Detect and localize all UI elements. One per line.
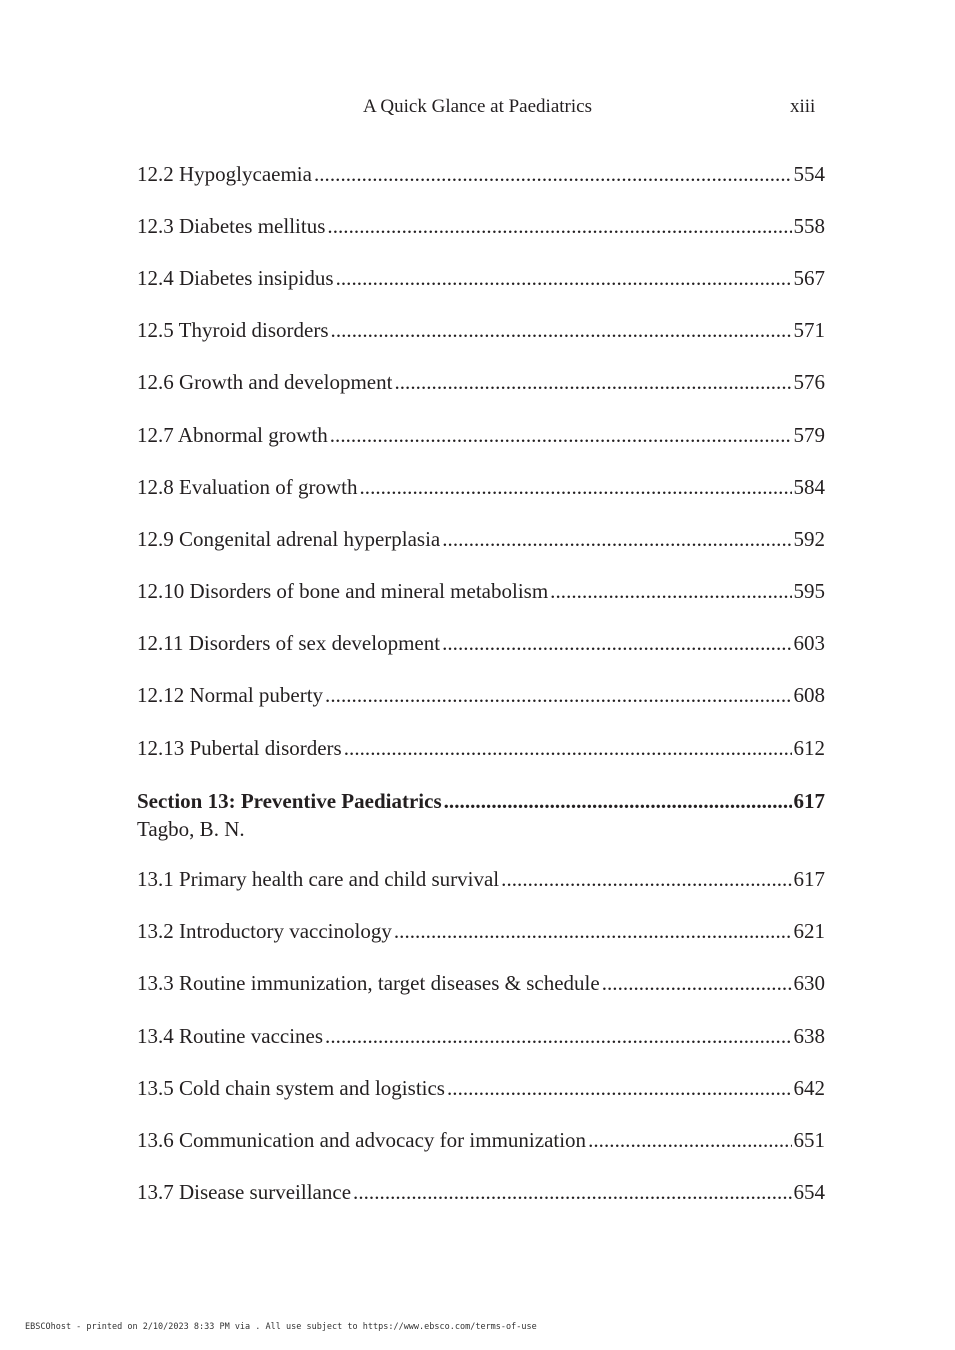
toc-entry-13-6[interactable] [137,1126,825,1154]
dot-leader [325,1022,791,1050]
toc-entry-label: 12.11 Disorders of sex development [137,631,441,655]
toc-entry-12-10[interactable] [137,577,825,605]
toc-entry-label: 12.10 Disorders of bone and mineral metabolism [137,579,549,603]
page-number: xiii [790,96,816,117]
print-footer: EBSCOhost - printed on 2/10/2023 8:33 PM via . All use subject to https://www.ebsco.com/terms-of-use [25,1322,537,1332]
toc-entry-12-11[interactable] [137,629,825,657]
toc-entry-label: 13.5 Cold chain system and logistics [137,1076,445,1100]
dot-leader [444,787,792,815]
toc-entry-label: 12.9 Congenital adrenal hyperplasia [137,527,441,551]
toc-entry-12-7[interactable] [137,421,825,449]
toc-entry-13-5[interactable] [137,1074,825,1102]
toc-entry-label: 12.8 Evaluation of growth [137,475,358,499]
toc-entry-label: 12.7 Abnormal growth [137,423,328,447]
dot-leader [325,681,791,709]
toc-entry-label: 12.4 Diabetes insipidus [137,266,334,290]
dot-leader [442,525,791,553]
toc-entry-page: 608 [793,683,825,707]
section-author: Tagbo, B. N. [137,817,245,841]
toc-entry-12-4[interactable] [137,264,825,292]
toc-entry-page: 630 [793,971,825,995]
toc-entry-12-5[interactable] [137,316,825,344]
toc-entry-12-6[interactable] [137,368,825,396]
toc-entry-label: 13.4 Routine vaccines [137,1024,324,1048]
dot-leader [588,1126,791,1154]
toc-entry-13-1[interactable] [137,865,825,893]
toc-entry-12-9[interactable] [137,525,825,553]
toc-entry-page: 617 [793,867,825,891]
dot-leader [330,421,792,449]
dot-leader [501,865,791,893]
toc-entry-page: 651 [793,1128,825,1152]
toc-entry-page: 642 [793,1076,825,1100]
dot-leader [442,629,791,657]
dot-leader [327,212,791,240]
dot-leader [359,473,791,501]
dot-leader [353,1178,791,1206]
toc-entry-page: 621 [793,919,825,943]
toc-entry-label: 12.2 Hypoglycaemia [137,162,312,186]
toc-entry-page: 654 [793,1180,825,1204]
toc-section-13[interactable] [137,787,825,815]
toc-entry-label: 12.3 Diabetes mellitus [137,214,326,238]
toc-entry-page: 612 [793,736,825,760]
toc-entry-label: 13.2 Introductory vaccinology [137,919,392,943]
toc-entry-page: 584 [793,475,825,499]
toc-entry-label: 13.3 Routine immunization, target diseases & schedule [137,971,600,995]
toc-entry-page: 567 [793,266,825,290]
toc-entry-label: 12.6 Growth and development [137,370,393,394]
toc-entry-12-8[interactable] [137,473,825,501]
toc-entry-page: 558 [793,214,825,238]
toc-entry-13-2[interactable] [137,917,825,945]
toc-section-page: 617 [793,789,825,813]
dot-leader [602,969,792,997]
toc-entry-page: 638 [793,1024,825,1048]
toc-entry-page: 571 [793,318,825,342]
toc-entry-label: 12.5 Thyroid disorders [137,318,329,342]
dot-leader [447,1074,792,1102]
toc-entry-label: 13.1 Primary health care and child survival [137,867,500,891]
toc-entry-page: 554 [793,162,825,186]
toc-entry-page: 603 [793,631,825,655]
toc-entry-12-2[interactable] [137,160,825,188]
dot-leader [394,368,791,396]
toc-entry-13-7[interactable] [137,1178,825,1206]
toc-entry-page: 595 [793,579,825,603]
toc-entry-page: 579 [793,423,825,447]
toc-entry-label: 12.12 Normal puberty [137,683,324,707]
toc-entry-13-3[interactable] [137,969,825,997]
toc-entry-12-3[interactable] [137,212,825,240]
toc-entry-12-13[interactable] [137,734,825,762]
dot-leader [344,734,792,762]
dot-leader [314,160,792,188]
toc-entry-label: 12.13 Pubertal disorders [137,736,342,760]
dot-leader [331,316,792,344]
toc-entry-12-12[interactable] [137,681,825,709]
dot-leader [550,577,791,605]
toc-entry-label: 13.6 Communication and advocacy for immunization [137,1128,587,1152]
running-head-title: A Quick Glance at Paediatrics [363,96,592,117]
toc-entry-label: 13.7 Disease surveillance [137,1180,352,1204]
toc-entry-13-4[interactable] [137,1022,825,1050]
dot-leader [394,917,792,945]
toc-section-label: Section 13: Preventive Paediatrics [137,789,442,813]
toc-entry-page: 592 [793,527,825,551]
running-head [0,96,955,122]
toc-entry-page: 576 [793,370,825,394]
dot-leader [336,264,792,292]
